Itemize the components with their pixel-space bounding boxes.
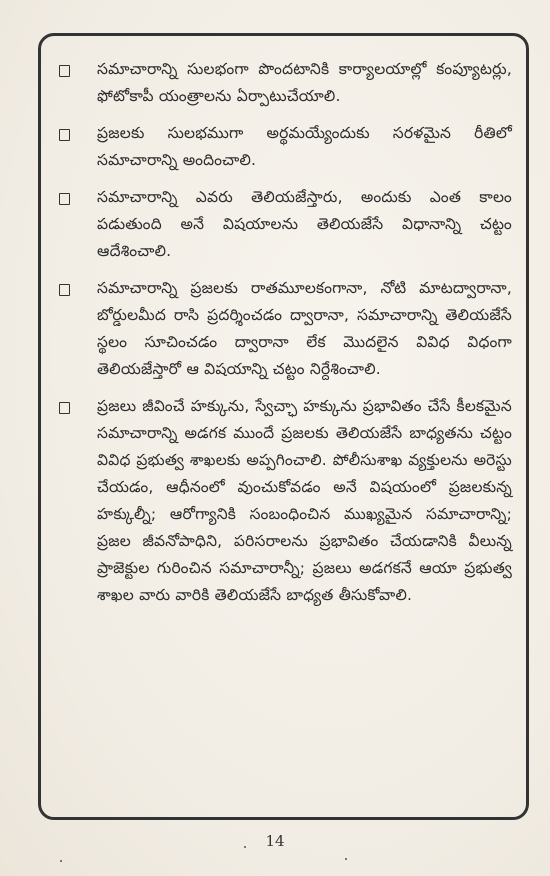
list-item xyxy=(59,184,512,265)
list-item-text: సమాచారాన్ని ప్రజలకు రాతమూలకంగానా, నోటి మాటద్వారానా, బోర్డులమీద రాసి ప్రదర్శించడం ద్వారానా, సమాచారాన్ని తెలియజేసే స్థలం సూచించడం ద్వారానా లేక మొదలైన వివిధ విధంగా తెలియజేస్తారో ఆ విషయాన్ని చట్టం నిర్దేశించాలి. xyxy=(97,279,512,378)
square-bullet-icon xyxy=(59,65,70,77)
list-item-text: ప్రజలకు సులభముగా అర్థమయ్యేందుకు సరళమైన రీతిలో సమాచారాన్ని అందించాలి. xyxy=(97,124,512,169)
list-item-text: ప్రజలు జీవించే హక్కును, స్వేచ్ఛా హక్కును ప్రభావితం చేసే కీలకమైన సమాచారాన్ని అడగక ముందే ప్రజలకు తెలియజేసే బాధ్యతను చట్టం వివిధ ప్రభుత్వ శాఖలకు అప్పగించాలి. పోలీసుశాఖ వ్యక్తులను అరెస్టు చేయడం, ఆధీనంలో వుంచుకోవడం అనే విషయంలో ప్రజలకున్న హక్కుల్నీ; ఆరోగ్యానికి సంబంధించిన ముఖ్యమైన సమాచారాన్ని; ప్రజల జీవనోపాధిని, పరిసరాలను ప్రభావితం చేయడానికి వీలున్న ప్రాజెక్టుల గురించిన సమాచారాన్నీ; ప్రజలు అడగకనే ఆయా ప్రభుత్వ శాఖల వారు వారికి తెలియజేసే బాధ్యత తీసుకోవాలి. xyxy=(97,397,512,604)
list-item xyxy=(59,393,512,609)
content-frame xyxy=(38,33,529,820)
print-speck xyxy=(244,846,246,848)
list-item xyxy=(59,275,512,383)
square-bullet-icon xyxy=(59,284,70,296)
square-bullet-icon xyxy=(59,193,70,205)
list-item-text: సమాచారాన్ని ఎవరు తెలియజేస్తారు, అందుకు ఎంత కాలం పడుతుంది అనే విషయాలను తెలియజేసే విధానాన్ని చట్టం ఆదేశించాలి. xyxy=(97,188,512,260)
bullet-list xyxy=(59,56,512,619)
print-speck xyxy=(60,860,62,862)
square-bullet-icon xyxy=(59,129,70,141)
square-bullet-icon xyxy=(59,402,70,414)
page-number: 14 xyxy=(265,832,285,850)
list-item xyxy=(59,120,512,174)
print-speck xyxy=(345,858,347,860)
list-item xyxy=(59,56,512,110)
list-item-text: సమాచారాన్ని సులభంగా పొందటానికి కార్యాలయాల్లో కంప్యూటర్లు, ఫోటోకాపీ యంత్రాలను ఏర్పాటుచేయాలి. xyxy=(97,60,512,105)
